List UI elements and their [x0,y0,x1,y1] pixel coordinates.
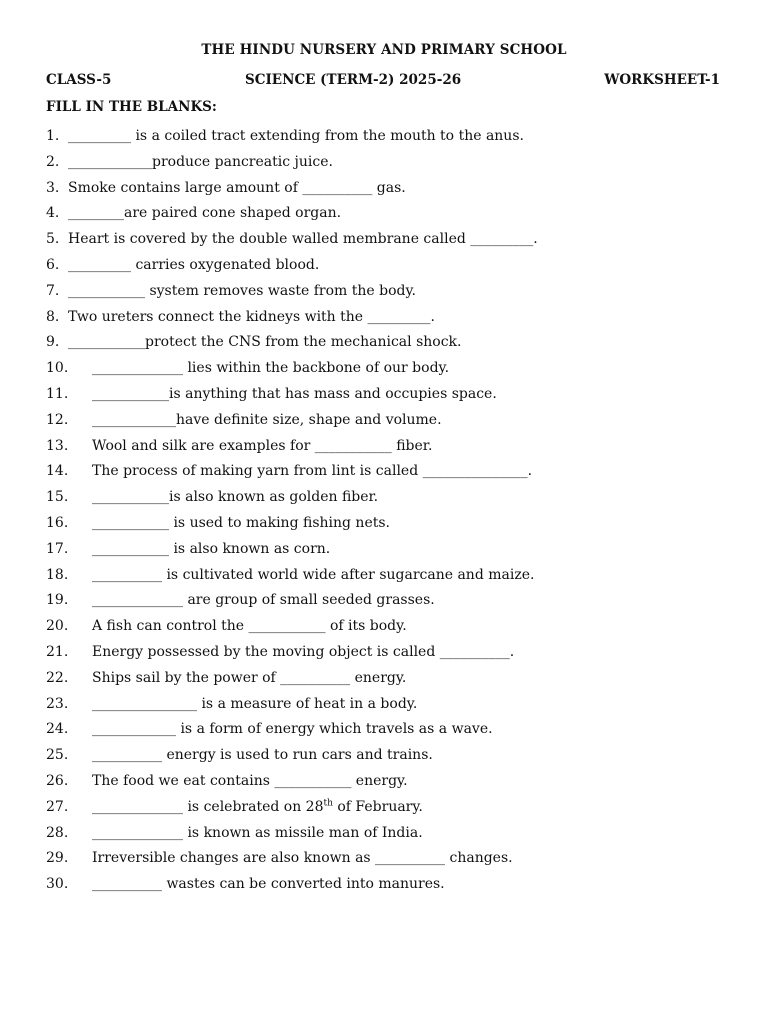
question-text: ____________produce pancreatic juice. [68,153,333,170]
question-number: 30. [46,876,69,893]
class-label: CLASS-5 [46,72,112,88]
question-text: __________ wastes can be converted into manures. [92,876,445,893]
question-number: 2. [46,153,60,170]
question-item [46,874,736,900]
question-item [46,436,736,462]
question-text: Heart is covered by the double walled membrane called _________. [68,231,538,248]
question-text: Two ureters connect the kidneys with the _________. [68,308,435,325]
question-text: The process of making yarn from lint is called _______________. [92,463,533,480]
question-number: 22. [46,669,69,686]
question-item [46,797,736,823]
question-number: 18. [46,566,69,583]
question-item [46,513,736,539]
question-text: _____________ lies within the backbone of our body. [92,360,450,377]
question-number: 29. [46,850,69,867]
question-item [46,642,736,668]
question-text: __________ is cultivated world wide after sugarcane and maize. [92,566,535,583]
question-item [46,539,736,565]
question-text: ___________ is also known as corn. [92,540,331,557]
question-item [46,384,736,410]
question-text: A fish can control the ___________ of its body. [92,618,407,635]
question-text: Irreversible changes are also known as __________ changes. [92,850,513,867]
question-number: 17. [46,540,69,557]
question-item [46,565,736,591]
worksheet-meta-row [46,72,720,90]
question-number: 27. [46,798,69,815]
question-text [92,797,423,817]
question-number: 7. [46,282,60,299]
question-number: 14. [46,463,69,480]
question-item [46,358,736,384]
question-item [46,745,736,771]
question-number: 24. [46,721,69,738]
question-text: ________are paired cone shaped organ. [68,205,342,222]
question-text: ___________is also known as golden fiber. [92,489,379,506]
question-list [46,126,736,900]
ordinal-superscript: th [323,798,333,809]
question-item [46,461,736,487]
question-item [46,668,736,694]
question-number: 8. [46,308,60,325]
question-number: 26. [46,772,69,789]
question-number: 19. [46,592,69,609]
question-text: _________ is a coiled tract extending from the mouth to the anus. [68,128,524,144]
question-number: 1. [46,128,60,144]
question-number: 13. [46,437,69,454]
question-item [46,203,736,229]
question-number: 25. [46,747,69,764]
question-number: 20. [46,618,69,635]
question-text: __________ energy is used to run cars and trains. [92,747,433,764]
question-text: Smoke contains large amount of __________ gas. [68,179,406,196]
question-item [46,229,736,255]
question-number: 11. [46,385,69,402]
question-text: ___________ is used to making fishing nets. [92,514,390,531]
question-text: _____________ are group of small seeded grasses. [92,592,435,609]
question-number: 15. [46,489,69,506]
question-item [46,694,736,720]
question-text: ____________ is a form of energy which travels as a wave. [92,721,493,738]
question-item [46,616,736,642]
question-item [46,823,736,849]
question-number: 21. [46,643,69,660]
question-number: 10. [46,360,69,377]
worksheet-label: WORKSHEET-1 [604,72,720,88]
question-number: 16. [46,514,69,531]
question-item [46,771,736,797]
question-item [46,410,736,436]
question-number: 4. [46,205,60,222]
question-number: 5. [46,231,60,248]
question-item [46,487,736,513]
question-text: _______________ is a measure of heat in a body. [92,695,418,712]
question-text: Wool and silk are examples for ___________ fiber. [92,437,433,454]
question-item [46,281,736,307]
question-item [46,590,736,616]
question-number: 3. [46,179,60,196]
question-item [46,719,736,745]
section-heading: FILL IN THE BLANKS: [46,99,217,115]
school-title: THE HINDU NURSERY AND PRIMARY SCHOOL [201,42,567,58]
question-item [46,848,736,874]
question-text-before: _____________ is celebrated on 28 [92,798,324,815]
question-number: 12. [46,411,69,428]
question-text: The food we eat contains ___________ energy. [92,772,408,789]
question-number: 23. [46,695,69,712]
question-text: Energy possessed by the moving object is called __________. [92,643,515,660]
question-item [46,178,736,204]
question-number: 28. [46,824,69,841]
question-text-after: of February. [332,798,423,815]
question-text: ____________have definite size, shape and volume. [92,411,442,428]
question-number: 6. [46,256,60,273]
question-item [46,255,736,281]
question-text: ___________is anything that has mass and occupies space. [92,385,497,402]
question-item [46,152,736,178]
question-text: _____________ is known as missile man of India. [92,824,423,841]
question-item [46,126,736,152]
question-number: 9. [46,334,60,351]
question-item [46,332,736,358]
question-text: Ships sail by the power of __________ energy. [92,669,407,686]
question-text: ___________ system removes waste from the body. [68,282,417,299]
question-text: ___________protect the CNS from the mechanical shock. [68,334,462,351]
question-item [46,307,736,333]
subject-label: SCIENCE (TERM-2) 2025-26 [245,72,462,88]
question-text: _________ carries oxygenated blood. [68,256,320,273]
